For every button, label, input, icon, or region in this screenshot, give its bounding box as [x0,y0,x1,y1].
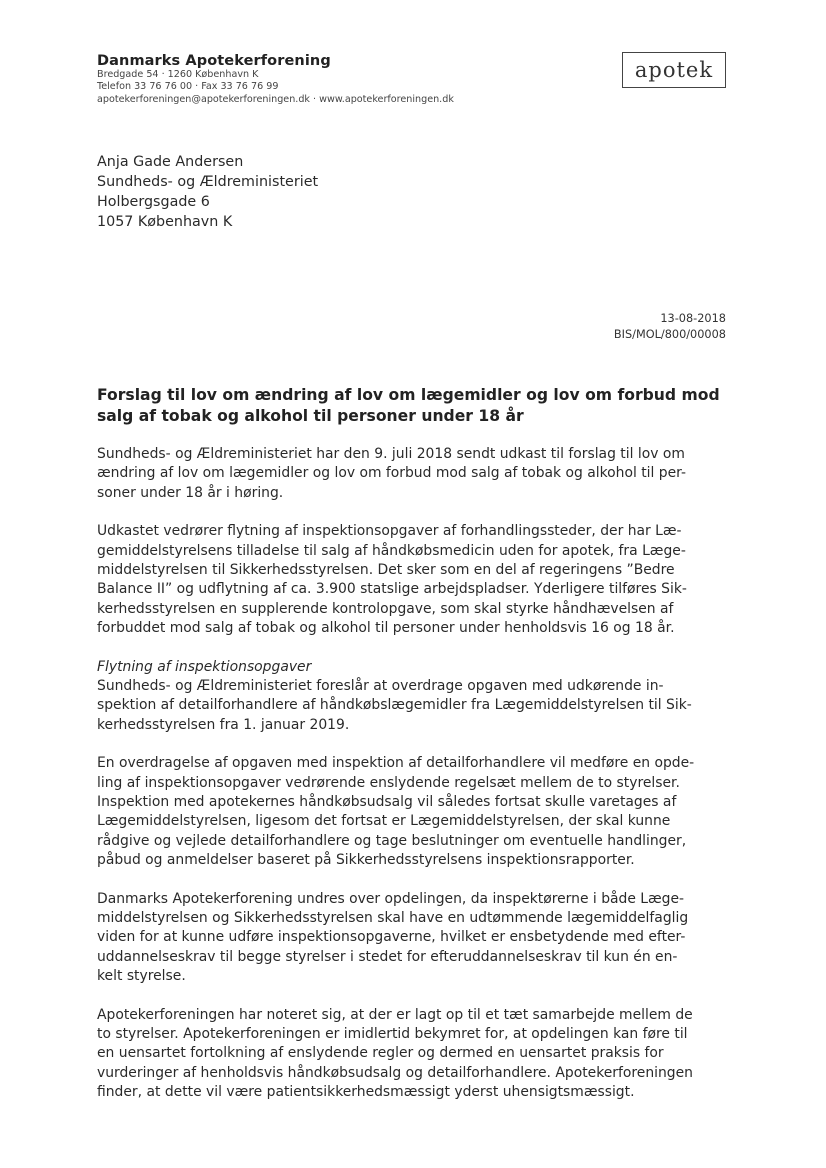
text-line: Inspektion med apotekernes håndkøbsudsalg vil således fortsat skulle varetages af [97,793,677,810]
recipient-ministry: Sundheds- og Ældreministeriet [97,174,319,190]
text-line: ændring af lov om lægemidler og lov om forbud mod salg af tobak og alkohol til per- [97,465,687,482]
text-line: forbuddet mod salg af tobak og alkohol til personer under henholdsvis 16 og 18 år. [97,619,675,636]
text-line: viden for at kunne udføre inspektionsopgaverne, hvilket er ensbetydende med efter- [97,929,686,946]
text-line: uddannelseskrav til begge styrelser i stedet for efteruddannelseskrav til kun én en- [97,948,678,965]
text-line: spektion af detailforhandlere af håndkøbslægemidler fra Lægemiddelstyrelsen til Sik- [97,697,692,714]
text-line: Balance II” og udflytning af ca. 3.900 statslige arbejdspladser. Yderligere tilføres Sik- [97,581,687,598]
text-line: Sundheds- og Ældreministeriet foreslår at overdrage opgaven med udkørende in- [97,677,664,694]
title-line: salg af tobak og alkohol til personer under 18 år [97,407,524,425]
text-line: gemiddelstyrelsens tilladelse til salg af håndkøbsmedicin uden for apotek, fra Læge- [97,542,686,559]
text-line: soner under 18 år i høring. [97,484,284,501]
text-line: to styrelser. Apotekerforeningen er imidlertid bekymret for, at opdelingen kan føre til [97,1025,688,1042]
paragraph [97,445,729,503]
paragraph [97,658,729,735]
text-line: finder, at dette vil være patientsikkerhedsmæssigt yderst uhensigtsmæssigt. [97,1083,635,1100]
letter-reference: BIS/MOL/800/00008 [613,328,726,341]
title-line: Forslag til lov om ændring af lov om lægemidler og lov om forbud mod [97,386,720,404]
text-line: påbud og anmeldelser baseret på Sikkerhedsstyrelsens inspektionsrapporter. [97,851,635,868]
recipient-street: Holbergsgade 6 [97,194,210,210]
letter-body [97,445,729,1102]
org-name: Danmarks Apotekerforening [97,53,331,69]
text-line: Danmarks Apotekerforening undres over opdelingen, da inspektørerne i både Læge- [97,890,685,907]
letter-meta [614,311,726,343]
letterhead [97,53,454,106]
text-line: middelstyrelsen til Sikkerhedsstyrelsen. Det sker som en del af regeringens ”Bedre [97,561,675,578]
text-line: ling af inspektionsopgaver vedrørende enslydende regelsæt mellem de to styrelser. [97,774,680,791]
text-line: kerhedsstyrelsen fra 1. januar 2019. [97,716,350,733]
recipient-name: Anja Gade Andersen [97,154,244,170]
paragraph [97,754,729,870]
text-line: Apotekerforeningen har noteret sig, at der er lagt op til et tæt samarbejde mellem de [97,1006,693,1023]
org-phone: Telefon 33 76 76 00 · Fax 33 76 76 99 [97,81,279,93]
section-subheading: Flytning af inspektionsopgaver [97,658,312,675]
text-line: Udkastet vedrører flytning af inspektionsopgaver af forhandlingssteder, der har Læ- [97,523,682,540]
text-line: en uensartet fortolkning af enslydende regler og dermed en uensartet praksis for [97,1045,664,1062]
paragraph [97,1006,729,1102]
paragraph [97,522,729,638]
text-line: vurderinger af henholdsvis håndkøbsudsalg og detailforhandlere. Apotekerforeningen [97,1064,693,1081]
org-contact: apotekerforeningen@apotekerforeningen.dk · www.apotekerforeningen.dk [97,93,454,105]
text-line: rådgive og vejlede detailforhandlere og tage beslutninger om eventuelle handlinger, [97,832,687,849]
letter-title [97,385,727,427]
recipient-city: 1057 København K [97,214,233,230]
letter-date: 13-08-2018 [660,312,726,325]
text-line: Sundheds- og Ældreministeriet har den 9. juli 2018 sendt udkast til forslag til lov om [97,446,685,462]
text-line: kerhedsstyrelsen en supplerende kontrolopgave, som skal styrke håndhævelsen af [97,600,674,617]
text-line: En overdragelse af opgaven med inspektion af detailforhandlere vil medføre en opde- [97,755,695,772]
text-line: kelt styrelse. [97,967,186,984]
apotek-logo: apotek [622,52,726,88]
text-line: Lægemiddelstyrelsen, ligesom det fortsat er Lægemiddelstyrelsen, der skal kunne [97,813,671,830]
text-line: middelstyrelsen og Sikkerhedsstyrelsen skal have en udtømmende lægemiddelfaglig [97,909,689,926]
paragraph [97,890,729,986]
recipient-address [97,152,318,232]
org-address: Bredgade 54 · 1260 København K [97,69,259,80]
